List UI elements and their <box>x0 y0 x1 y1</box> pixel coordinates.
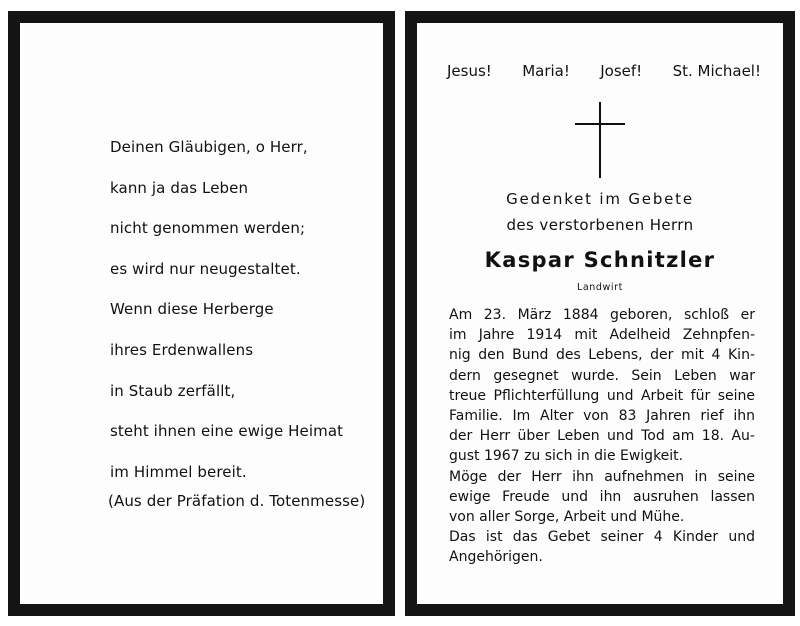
biography <box>449 305 755 567</box>
bio-line: ewige Freude und ihn ausruhen lassen <box>449 488 755 505</box>
invocations <box>447 62 761 80</box>
left-card <box>8 11 395 616</box>
poem-line: Wenn diese Herberge <box>110 300 274 319</box>
intro-line-2: des verstorbenen Herrn <box>506 216 694 234</box>
poem <box>110 127 343 492</box>
invocation-josef: Josef! <box>600 62 643 80</box>
invocation-maria: Maria! <box>522 62 570 80</box>
deceased-occupation: Landwirt <box>576 282 623 293</box>
right-card <box>405 11 795 616</box>
invocation-jesus: Jesus! <box>447 62 492 80</box>
bio-line: gust 1967 zu sich in die Ewigkeit. <box>449 448 684 465</box>
poem-line: in Staub zerfällt, <box>110 381 236 400</box>
deceased-name: Kaspar Schnitzler <box>484 248 716 272</box>
poem-source: (Aus der Präfation d. Totenmesse) <box>108 492 366 510</box>
intro-line-1: Gedenket im Gebete <box>506 190 694 208</box>
poem-line: es wird nur neugestaltet. <box>110 259 301 278</box>
bio-line: Angehörigen. <box>449 549 543 566</box>
latin-cross-icon <box>575 102 625 178</box>
cross-vertical-bar <box>599 102 601 178</box>
poem-line: nicht genommen werden; <box>110 219 306 238</box>
bio-line: Möge der Herr ihn aufnehmen in seine <box>449 468 755 485</box>
bio-line: Familie. Im Alter von 83 Jahren rief ihn <box>449 407 755 424</box>
bio-line: treue Pflichterfüllung und Arbeit für seine <box>449 387 755 404</box>
poem-line: Deinen Gläubigen, o Herr, <box>110 138 308 156</box>
bio-line: Das ist das Gebet seiner 4 Kinder und <box>449 529 755 546</box>
bio-line: dern gesegnet wurde. Sein Leben war <box>449 367 755 384</box>
bio-line: Am 23. März 1884 geboren, schloß er <box>449 307 755 323</box>
poem-line: ihres Erdenwallens <box>110 340 254 359</box>
bio-line: im Jahre 1914 mit Adelheid Zehnpfen- <box>449 327 755 344</box>
poem-line: kann ja das Leben <box>110 178 249 197</box>
bio-line: der Herr über Leben und Tod am 18. Au- <box>449 428 755 445</box>
poem-line: im Himmel bereit. <box>110 462 247 481</box>
invocation-st-michael: St. Michael! <box>672 62 761 80</box>
cross-horizontal-bar <box>575 123 625 125</box>
bio-line: von aller Sorge, Arbeit und Mühe. <box>449 508 685 525</box>
bio-line: nig den Bund des Lebens, der mit 4 Kin- <box>449 347 755 364</box>
poem-line: steht ihnen eine ewige Heimat <box>110 422 344 441</box>
